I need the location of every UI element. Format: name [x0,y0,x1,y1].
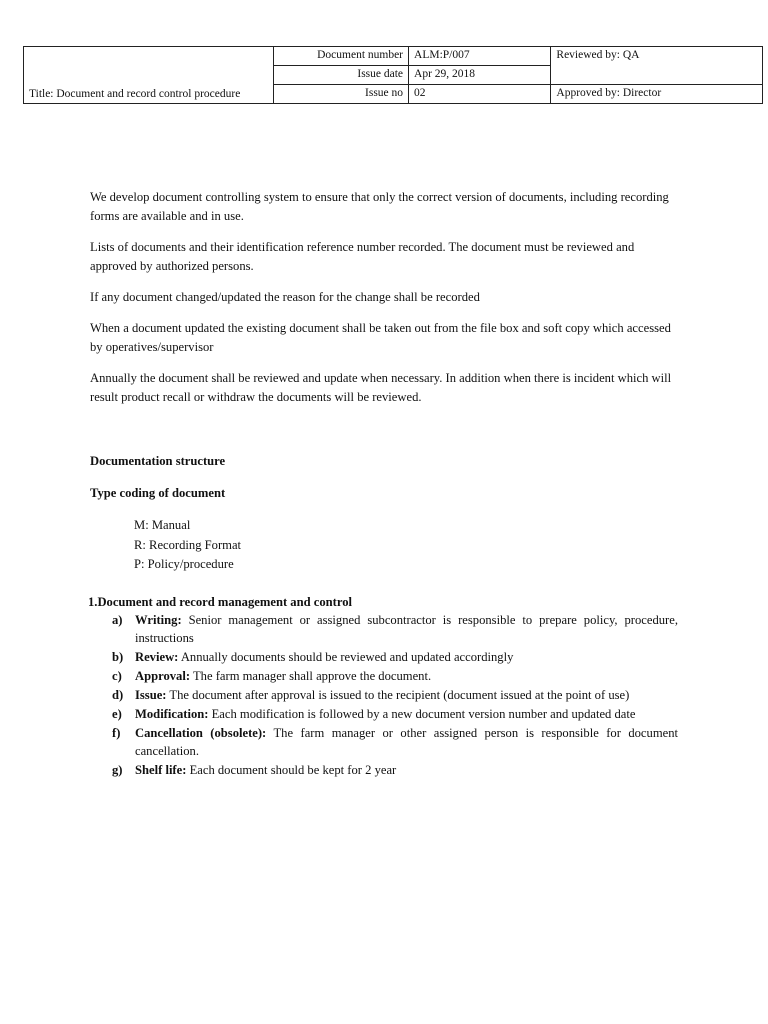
list-term: Cancellation (obsolete): [135,726,267,740]
list-marker: c) [112,669,122,683]
paragraph-lists: Lists of documents and their identification reference number recorded. The document must be reviewed and approved by authorized persons. [90,240,635,273]
list-text: The document after approval is issued to the recipient (document issued at the point of use) [166,688,630,702]
list-marker: f) [112,726,121,740]
list-marker: d) [112,688,124,702]
list-term: Approval: [135,669,191,683]
list-marker: b) [112,650,124,664]
list-text: Each modification is followed by a new document version number and updated date [208,707,636,721]
paragraph-updates: When a document updated the existing document shall be taken out from the file box and soft copy which accessed by operatives/supervisor [90,321,671,354]
document-header-table [23,46,763,104]
doc-number-label: Document number [273,47,408,66]
header-title-cell-top [24,47,274,66]
paragraph-changes: If any document changed/updated the reason for the change shall be recorded [90,290,480,304]
intro-paragraph: We develop document controlling system to ensure that only the correct version of documents, including recording forms are available and in use. [90,190,669,223]
list-term: Shelf life: [135,763,187,777]
approved-by: Approved by: Director [551,85,763,104]
doc-number-value: ALM:P/007 [409,47,551,66]
code-recording-format: R: Recording Format [134,537,242,552]
issue-no-label: Issue no [273,85,408,104]
code-manual: M: Manual [134,518,191,532]
heading-documentation-structure: Documentation structure [90,454,226,468]
list-marker: g) [112,763,123,777]
code-policy-procedure: P: Policy/procedure [134,557,234,571]
management-control-list [90,611,678,780]
paragraph-annual-review: Annually the document shall be reviewed and update when necessary. In addition when there is incident which will result product recall or withdraw the documents will be reviewed. [90,371,672,404]
heading-type-coding: Type coding of document [90,486,226,500]
list-item-issue [90,686,678,704]
reviewed-by: Reviewed by: QA [551,47,763,85]
list-item-cancellation [90,724,678,760]
list-text: The farm manager or other assigned person is responsible for document cancellation. [135,726,679,758]
section-title: 1.Document and record management and control [88,595,352,609]
list-item-approval [90,667,678,685]
issue-date-label: Issue date [273,66,408,85]
type-code-list [134,516,241,575]
list-item-review [90,648,678,666]
list-text: Each document should be kept for 2 year [186,763,397,777]
list-term: Modification: [135,707,209,721]
list-item-modification [90,705,678,723]
list-term: Issue: [135,688,167,702]
list-text: Annually documents should be reviewed and updated accordingly [178,650,514,664]
list-item-writing [90,611,678,647]
list-term: Review: [135,650,179,664]
list-text: The farm manager shall approve the document. [190,669,432,683]
list-item-shelf-life [90,761,678,779]
document-body [88,188,679,777]
issue-no-value: 02 [409,85,551,104]
issue-date-value: Apr 29, 2018 [409,66,551,85]
list-marker: a) [112,613,123,627]
header-title-cell-mid [24,66,274,85]
list-text: Senior management or assigned subcontractor is responsible to prepare policy, procedure, instructions [135,613,678,645]
list-term: Writing: [135,613,182,627]
document-title: Title: Document and record control procedure [24,85,274,104]
list-marker: e) [112,707,122,721]
